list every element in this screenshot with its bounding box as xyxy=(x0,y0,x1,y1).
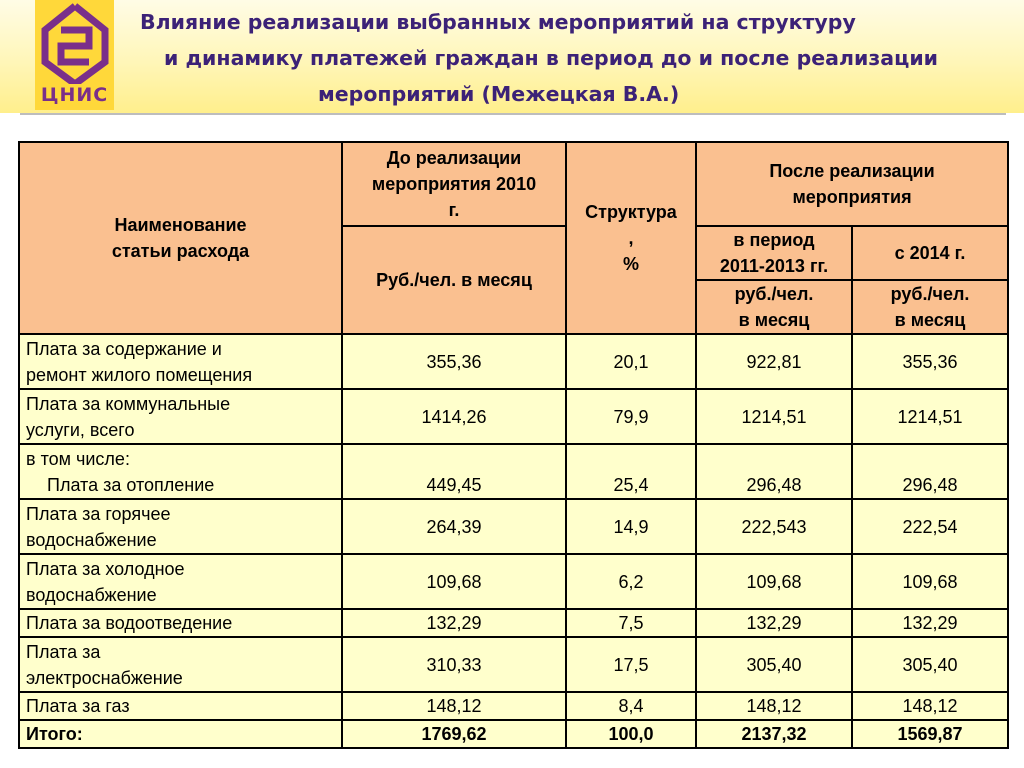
row-name-line: ремонт жилого помещения xyxy=(26,365,253,385)
header-expense-name xyxy=(19,142,342,334)
header-before-line: мероприятия 2010 xyxy=(371,174,537,194)
header-unit-line: руб./чел. xyxy=(890,284,970,304)
row-name-line: Плата за холодное xyxy=(26,559,185,579)
total-from-2014: 1569,87 xyxy=(852,720,1008,748)
total-period: 2137,32 xyxy=(696,720,852,748)
row-name-line: водоснабжение xyxy=(26,585,157,605)
title-line-2: и динамику платежей граждан в период до и после реализации xyxy=(164,46,939,70)
row-name-line: Плата за xyxy=(26,642,101,662)
header-structure xyxy=(566,142,696,334)
cell-from-2014: 222,54 xyxy=(852,499,1008,554)
cell-period: 132,29 xyxy=(696,609,852,637)
title-line-1: Влияние реализации выбранных мероприятий на структуру xyxy=(140,10,856,34)
cell-from-2014: 109,68 xyxy=(852,554,1008,609)
cell-period: 1214,51 xyxy=(696,389,852,444)
table-row xyxy=(19,692,1008,720)
cell-period: 148,12 xyxy=(696,692,852,720)
cell-structure: 14,9 xyxy=(566,499,696,554)
cell-before: 148,12 xyxy=(342,692,566,720)
row-name-line: Плата за горячее xyxy=(26,504,171,524)
payments-table xyxy=(18,141,1009,749)
cell-structure: 17,5 xyxy=(566,637,696,692)
cell-period: 305,40 xyxy=(696,637,852,692)
header-name-line: Наименование xyxy=(114,215,247,235)
cell-before: 132,29 xyxy=(342,609,566,637)
header-before-line: До реализации xyxy=(386,148,522,168)
table-row xyxy=(19,499,1008,554)
table-row xyxy=(19,389,1008,444)
page-title xyxy=(118,4,1018,112)
row-name xyxy=(19,499,342,554)
header-after-line: мероприятия xyxy=(792,187,912,207)
logo-text: ЦНИС xyxy=(40,84,109,106)
cell-from-2014: 132,29 xyxy=(852,609,1008,637)
cell-structure: 79,9 xyxy=(566,389,696,444)
total-before: 1769,62 xyxy=(342,720,566,748)
header-after xyxy=(696,142,1008,226)
header-unit-line: в месяц xyxy=(894,310,966,330)
cell-from-2014: 1214,51 xyxy=(852,389,1008,444)
cell-structure: 7,5 xyxy=(566,609,696,637)
table-row xyxy=(19,637,1008,692)
header-before-line: г. xyxy=(448,200,460,220)
row-name-line: услуги, всего xyxy=(26,420,135,440)
cell-before: 449,45 xyxy=(342,444,566,499)
cell-from-2014: 148,12 xyxy=(852,692,1008,720)
header-unit-2014 xyxy=(852,280,1008,334)
table-row xyxy=(19,334,1008,389)
table-row xyxy=(19,554,1008,609)
header-from-2014: с 2014 г. xyxy=(852,226,1008,280)
header-unit-line: в месяц xyxy=(738,310,810,330)
cell-period: 296,48 xyxy=(696,444,852,499)
cell-before: 1414,26 xyxy=(342,389,566,444)
total-row xyxy=(19,720,1008,748)
cell-before: 109,68 xyxy=(342,554,566,609)
title-line-3: мероприятий (Межецкая В.А.) xyxy=(318,82,680,106)
header-before-unit: Руб./чел. в месяц xyxy=(342,226,566,334)
row-name-line: в том числе: xyxy=(26,449,130,469)
header-after-line: После реализации xyxy=(769,161,935,181)
row-name-line: Плата за отопление xyxy=(47,475,215,495)
header-before xyxy=(342,142,566,226)
header-period-line: 2011-2013 гг. xyxy=(719,256,829,276)
cell-from-2014: 355,36 xyxy=(852,334,1008,389)
header-period xyxy=(696,226,852,280)
cell-from-2014: 296,48 xyxy=(852,444,1008,499)
cell-structure: 25,4 xyxy=(566,444,696,499)
row-name-line: электроснабжение xyxy=(26,668,183,688)
cell-period: 922,81 xyxy=(696,334,852,389)
cell-structure: 8,4 xyxy=(566,692,696,720)
banner-divider xyxy=(20,113,1006,115)
row-name-line: Плата за водоотведение xyxy=(26,613,233,633)
total-structure: 100,0 xyxy=(566,720,696,748)
cell-structure: 20,1 xyxy=(566,334,696,389)
row-name xyxy=(19,637,342,692)
header-unit-line: руб./чел. xyxy=(734,284,814,304)
row-name-line: водоснабжение xyxy=(26,530,157,550)
row-name xyxy=(19,444,342,499)
header-structure-line: , xyxy=(628,228,634,248)
header-name-line: статьи расхода xyxy=(111,241,250,261)
cell-before: 264,39 xyxy=(342,499,566,554)
cell-period: 109,68 xyxy=(696,554,852,609)
cell-from-2014: 305,40 xyxy=(852,637,1008,692)
header-structure-line: % xyxy=(622,254,639,274)
header-unit-period xyxy=(696,280,852,334)
cell-before: 355,36 xyxy=(342,334,566,389)
cell-period: 222,543 xyxy=(696,499,852,554)
row-name-line: Плата за коммунальные xyxy=(26,394,231,414)
cell-structure: 6,2 xyxy=(566,554,696,609)
row-name xyxy=(19,609,342,637)
row-name-line: Плата за газ xyxy=(26,696,130,716)
header-period-line: в период xyxy=(733,230,815,250)
row-name xyxy=(19,692,342,720)
table-row xyxy=(19,444,1008,499)
row-name-line: Плата за содержание и xyxy=(26,339,222,359)
row-name xyxy=(19,334,342,389)
cnis-logo-mark-icon xyxy=(35,0,114,84)
table-row xyxy=(19,609,1008,637)
header-structure-line: Структура xyxy=(585,202,677,222)
cell-before: 310,33 xyxy=(342,637,566,692)
row-name xyxy=(19,389,342,444)
cnis-logo xyxy=(35,0,114,110)
row-name xyxy=(19,554,342,609)
total-label: Итого: xyxy=(19,720,342,748)
